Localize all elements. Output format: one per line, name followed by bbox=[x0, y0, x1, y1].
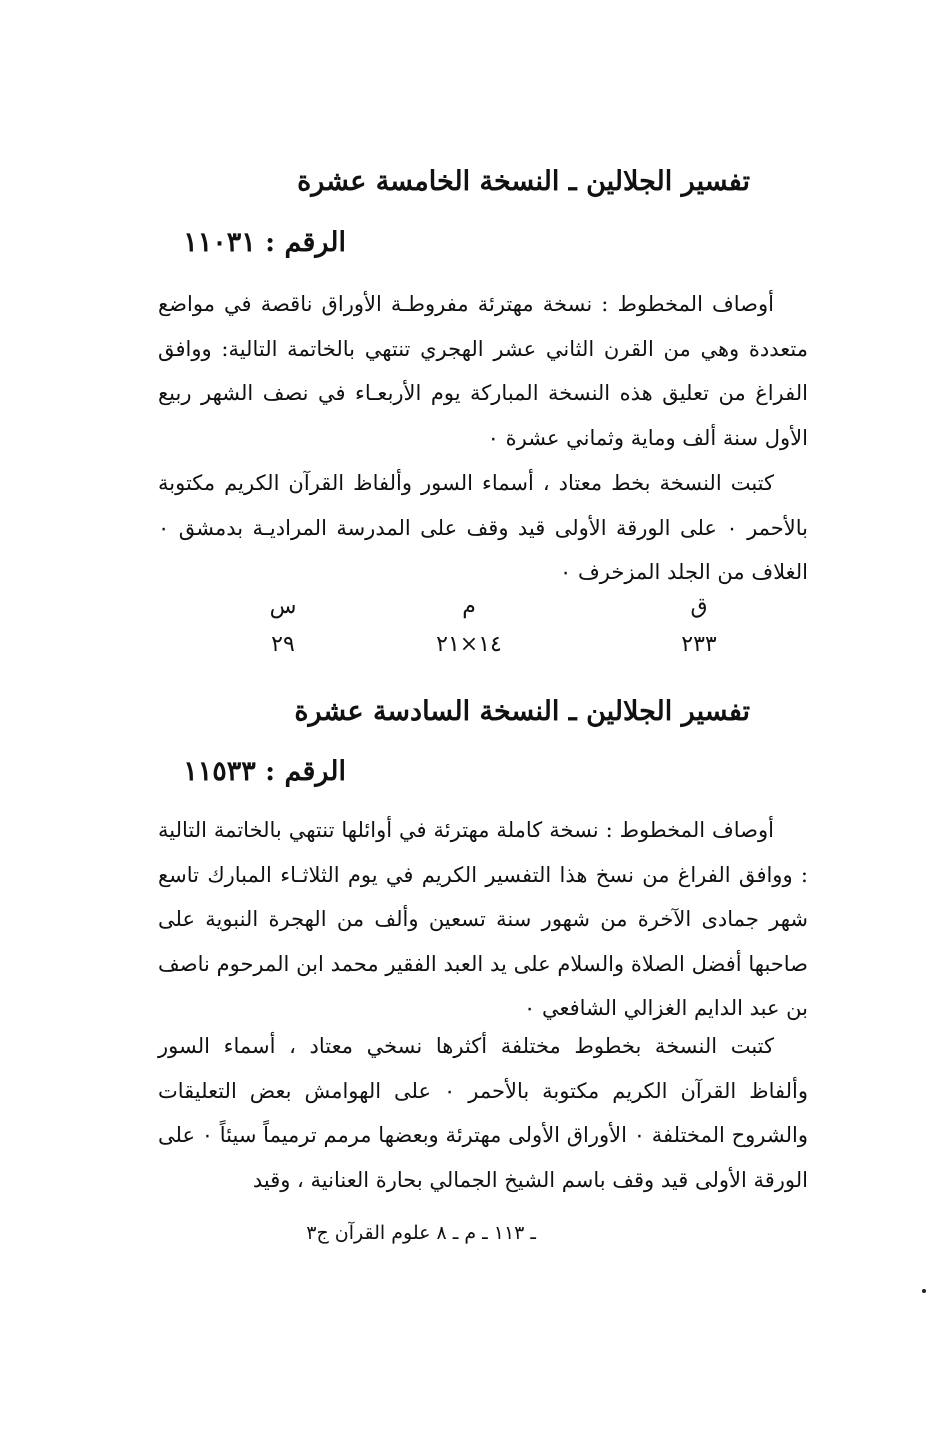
manuscript-description: أوصاف المخطوط : نسخة كاملة مهترئة في أوائلها تنتهي بالخاتمة التالية : ووافق الفراغ من نسخ هذا التفسير الكريم في يوم الثلاثـاء المبارك تاسع شهر جمادى الآخرة من شهور سنة تسعين وألف من الهجرة النبوية على صاحبها أفضل الصلاة والسلام على يد العبد الفقير محمد ابن المرحوم ناصف بن عبد الدايم الغزالي الشافعي ٠ bbox=[158, 818, 808, 1020]
table-value-lines: ٢٩ bbox=[271, 632, 295, 657]
speck bbox=[922, 1289, 926, 1293]
dimensions-table bbox=[0, 592, 926, 662]
table-header-lines: س bbox=[269, 594, 297, 619]
manuscript-number: الرقم : ١١٥٣٣ bbox=[183, 756, 346, 787]
table-header-measure: م bbox=[462, 594, 476, 619]
table-value-measure: ١٤×٢١ bbox=[436, 632, 502, 657]
page-footer: ـ ١١٣ ـ م ـ ٨ علوم القرآن ج٣ bbox=[306, 1222, 536, 1244]
manuscript-notes: كتبت النسخة بخطوط مختلفة أكثرها نسخي معتاد ، أسماء السور وألفاظ القرآن الكريم مكتوبة بالأحمر ٠ على الهوامش بعض التعليقات والشروح المختلفة ٠ الأوراق الأولى مهترئة وبعضها مرمم ترميماً سيئاً ٠ على الورقة الأولى قيد وقف باسم الشيخ الجمالي بحارة العنانية ، وقيد bbox=[158, 1034, 808, 1192]
manuscript-number: الرقم : ١١٠٣١ bbox=[183, 227, 346, 258]
table-value-leaves: ٢٣٣ bbox=[681, 632, 717, 657]
manuscript-notes: كتبت النسخة بخط معتاد ، أسماء السور وألفاظ القرآن الكريم مكتوبة بالأحمر ٠ على الورقة الأولى قيد وقف على المدرسة المراديـة بدمشق ٠ الغلاف من الجلد المزخرف ٠ bbox=[158, 471, 808, 584]
section-title: تفسير الجلالين ـ النسخة الخامسة عشرة bbox=[297, 166, 750, 197]
section-title: تفسير الجلالين ـ النسخة السادسة عشرة bbox=[294, 696, 750, 727]
table-header-leaves: ق bbox=[690, 594, 708, 619]
manuscript-description: أوصاف المخطوط : نسخة مهترئة مفروطـة الأوراق ناقصة في مواضع متعددة وهي من القرن الثاني عشر الهجري تنتهي بالخاتمة التالية: ووافق الفراغ من تعليق هذه النسخة المباركة يوم الأربعـاء في نصف الشهر ربيع الأول سنة ألف ومایة وثماني عشرة ٠ bbox=[158, 292, 808, 450]
